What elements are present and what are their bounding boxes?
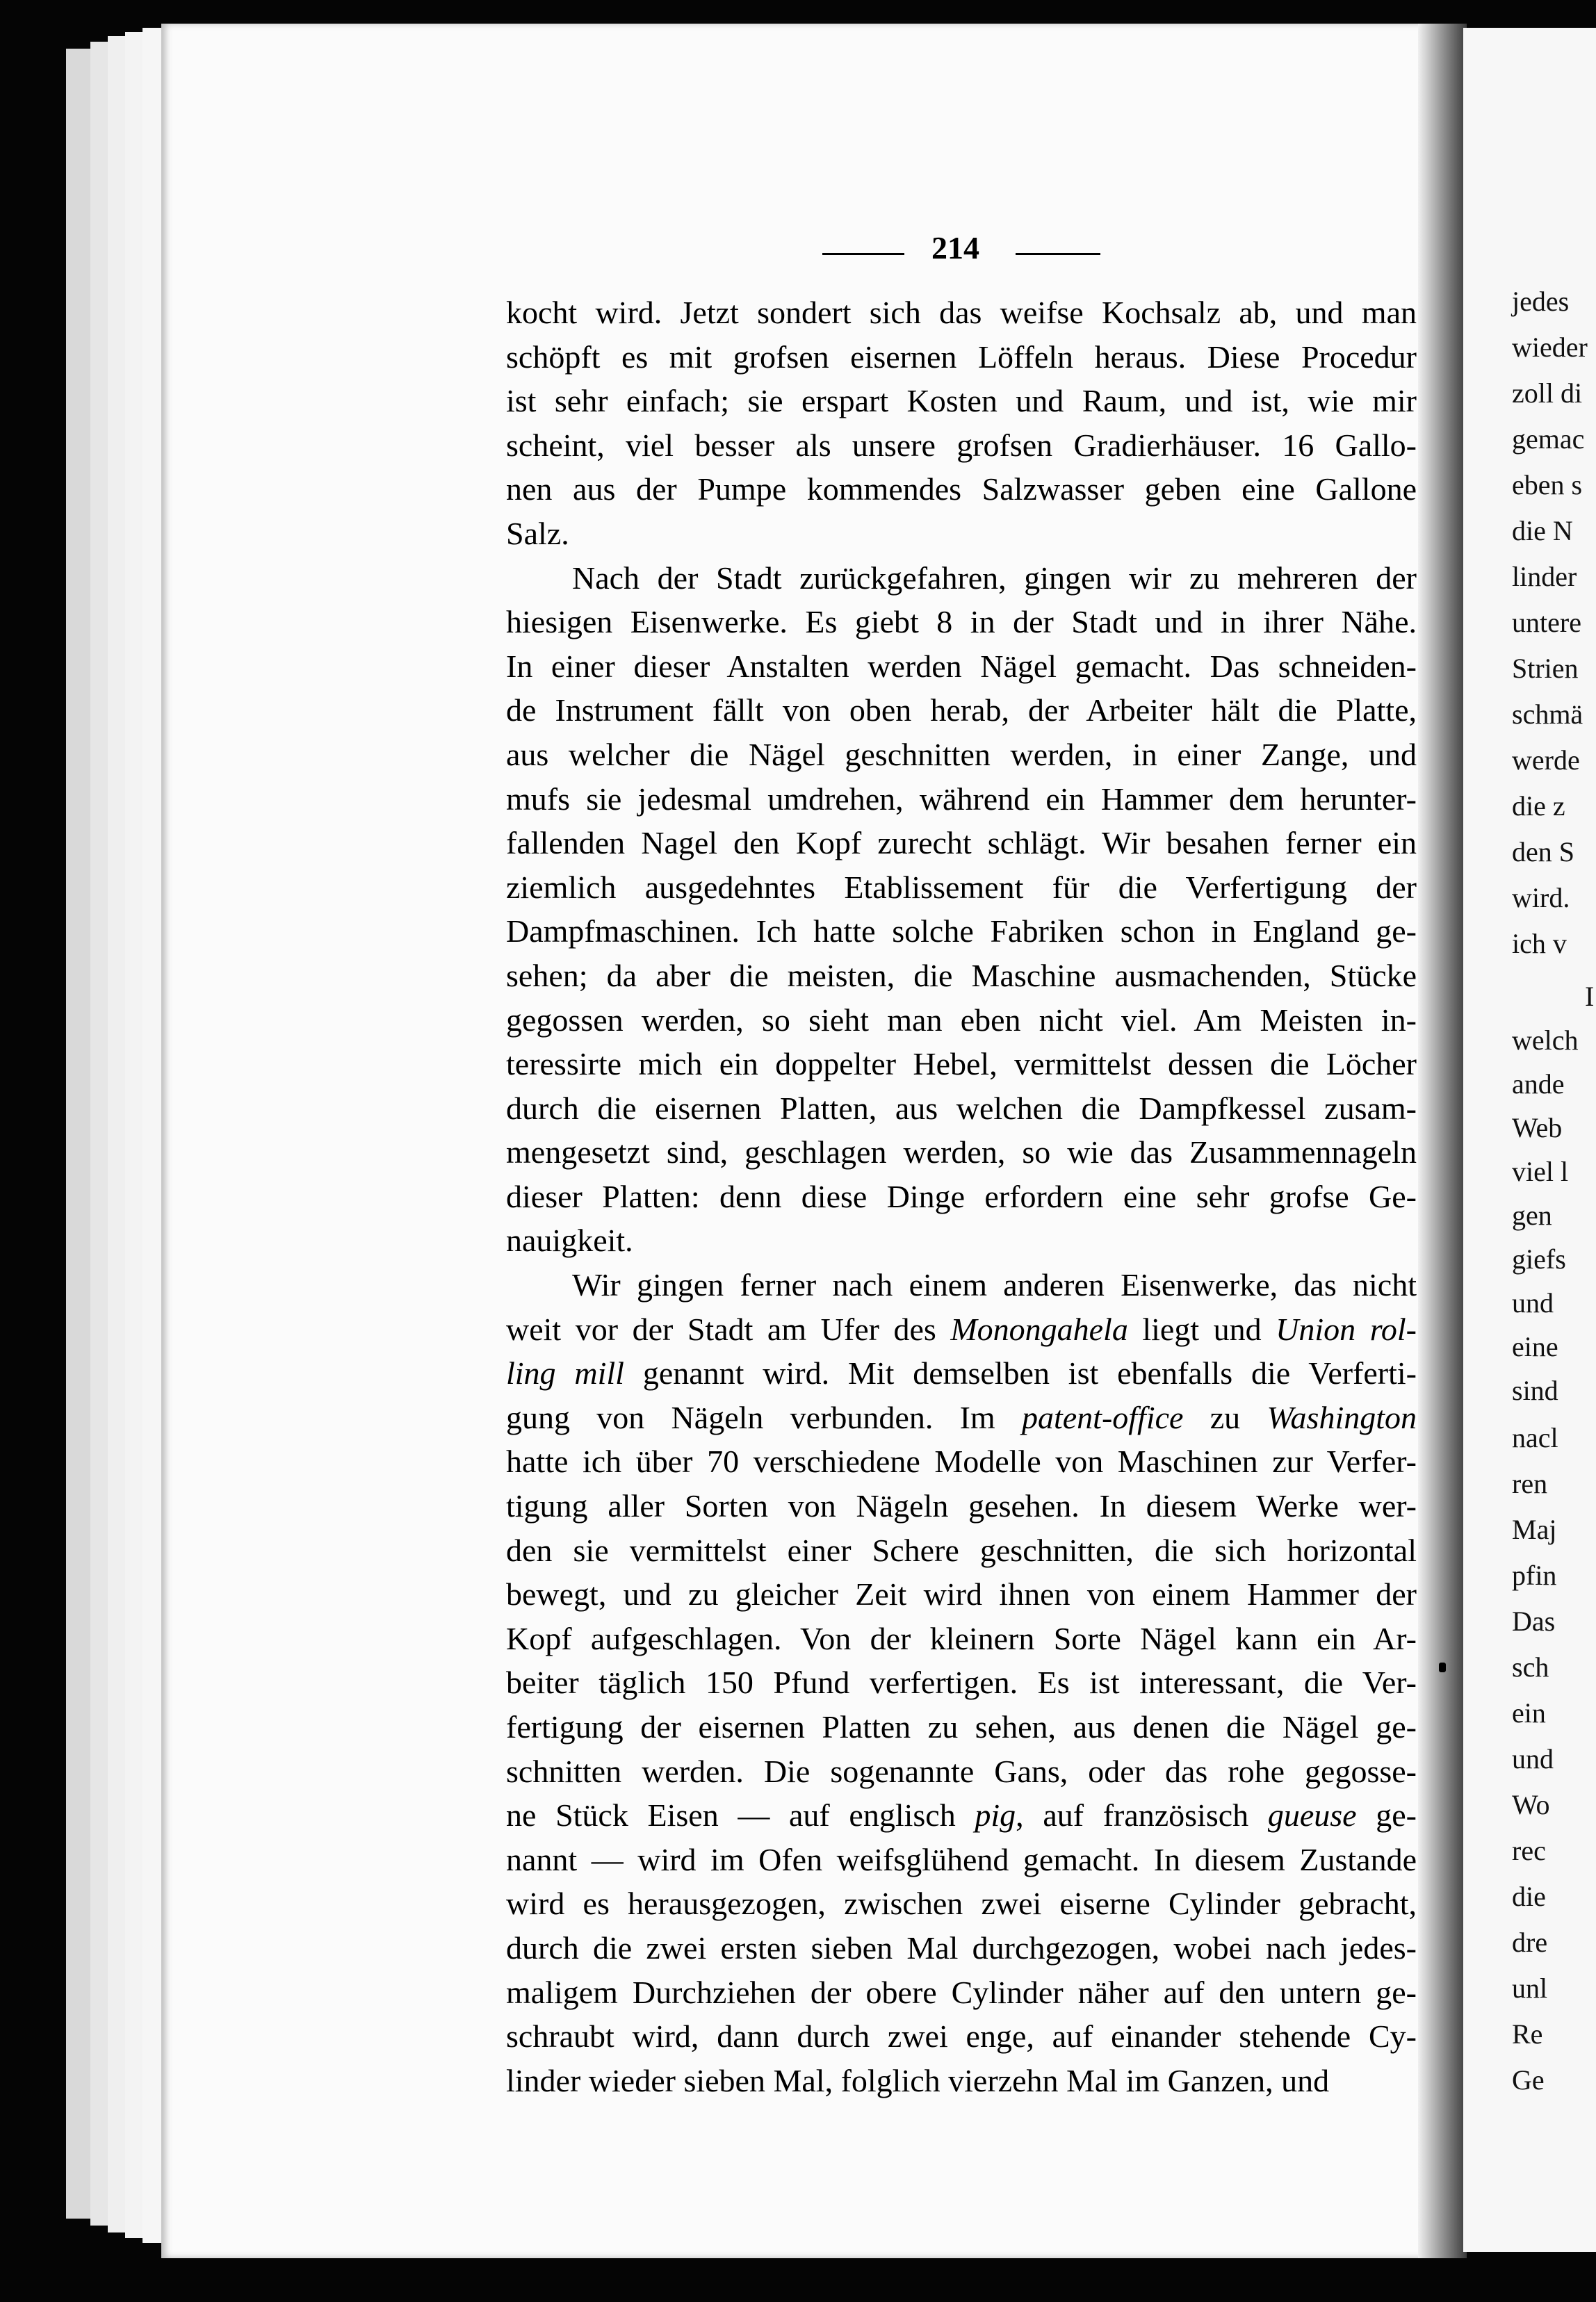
- text-line: Nach der Stadt zurückgefahren, gingen wir zu mehreren der: [572, 560, 1417, 596]
- facing-page-fragment: ren: [1512, 1468, 1548, 1499]
- text-line: nen aus der Pumpe kommendes Salzwasser geben eine Gallone: [506, 471, 1417, 507]
- facing-page-fragment: werde: [1512, 744, 1580, 776]
- facing-page-fragment: viel l: [1512, 1156, 1569, 1187]
- facing-page-fragment: eben s: [1512, 469, 1583, 500]
- facing-page-fragment: die: [1512, 1881, 1546, 1912]
- facing-page-fragment: dre: [1512, 1927, 1548, 1958]
- text-line: tigung aller Sorten von Nägeln gesehen. In diesem Werke wer-: [506, 1488, 1417, 1524]
- text-line: gung von Nägeln verbunden. Im patent-office zu Washington: [506, 1399, 1417, 1435]
- facing-page-fragment: welch: [1512, 1025, 1579, 1056]
- text-line: mengesetzt sind, geschlagen werden, so wie das Zusammennageln: [506, 1134, 1417, 1170]
- text-line: ne Stück Eisen — auf englisch pig, auf französisch gueuse ge-: [506, 1797, 1417, 1834]
- text-line: fallenden Nagel den Kopf zurecht schlägt. Wir besahen ferner ein: [506, 825, 1417, 861]
- facing-page-fragment: Ge: [1512, 2064, 1545, 2096]
- facing-page-fragment: die N: [1512, 515, 1573, 546]
- facing-page: [1463, 28, 1596, 2252]
- text-line: ziemlich ausgedehntes Etablissement für die Verfertigung der: [506, 869, 1417, 905]
- text-line: mufs sie jedesmal umdrehen, während ein Hammer dem herunter-: [506, 781, 1417, 817]
- facing-page-fragment: Maj: [1512, 1514, 1557, 1545]
- text-line: Salz.: [506, 515, 569, 551]
- text-line: weit vor der Stadt am Ufer des Monongahela liegt und Union rol-: [506, 1311, 1417, 1347]
- text-line: schnitten werden. Die sogenannte Gans, oder das rohe gegosse-: [506, 1753, 1417, 1789]
- facing-page-fragment: ein: [1512, 1697, 1546, 1729]
- text-line: kocht wird. Jetzt sondert sich das weifse Kochsalz ab, und man: [506, 295, 1417, 330]
- text-line: nannt — wird im Ofen weifsglühend gemacht. In diesem Zustande: [506, 1841, 1417, 1877]
- text-line: durch die eisernen Platten, aus welchen die Dampfkessel zusam-: [506, 1090, 1417, 1126]
- text-line: dieser Platten: denn diese Dinge erfordern eine sehr grofse Ge-: [506, 1178, 1417, 1214]
- facing-page-fragment: zoll di: [1512, 377, 1583, 409]
- text-line: maligem Durchziehen der obere Cylinder näher auf den untern ge-: [506, 1974, 1417, 2010]
- facing-page-fragment: rec: [1512, 1835, 1546, 1866]
- facing-page-fragment: Wo: [1512, 1789, 1550, 1820]
- facing-page-fragment: pfin: [1512, 1560, 1557, 1591]
- facing-page-fragment: und: [1512, 1743, 1554, 1774]
- book-gutter: [1418, 24, 1467, 2258]
- text-line: linder wieder sieben Mal, folglich vierzehn Mal im Ganzen, und: [506, 2062, 1330, 2098]
- text-line: bewegt, und zu gleicher Zeit wird ihnen von einem Hammer der: [506, 1576, 1417, 1613]
- facing-page-fragment: Strien: [1512, 653, 1579, 684]
- facing-page-fragment: Web: [1512, 1112, 1563, 1143]
- text-line: schöpft es mit grofsen eisernen Löffeln heraus. Diese Procedur: [506, 338, 1417, 375]
- text-line: Dampfmaschinen. Ich hatte solche Fabriken schon in England ge-: [506, 913, 1417, 949]
- facing-page-fragment: sch: [1512, 1651, 1549, 1683]
- text-line: In einer dieser Anstalten werden Nägel gemacht. Das schneiden-: [506, 648, 1417, 684]
- text-line: sehen; da aber die meisten, die Maschine ausmachenden, Stücke: [506, 957, 1417, 993]
- facing-page-fragment: Das: [1512, 1606, 1556, 1637]
- facing-page-fragment: gemac: [1512, 423, 1585, 455]
- text-line: ling mill genannt wird. Mit demselben ist ebenfalls die Verferti-: [506, 1355, 1417, 1391]
- text-line: den sie vermittelst einer Schere geschnitten, die sich horizontal: [506, 1532, 1417, 1568]
- facing-page-fragment: giefs: [1512, 1243, 1566, 1275]
- facing-page-fragment: schmä: [1512, 699, 1583, 730]
- text-line: schraubt wird, dann durch zwei enge, auf einander stehende Cy-: [506, 2018, 1417, 2055]
- margin-mark: [1439, 1663, 1446, 1672]
- text-line: beiter täglich 150 Pfund verfertigen. Es ist interessant, die Ver-: [506, 1665, 1417, 1701]
- facing-page-fragment: I: [1585, 981, 1595, 1012]
- facing-page-fragment: nacl: [1512, 1422, 1558, 1453]
- text-line: Wir gingen ferner nach einem anderen Eisenwerke, das nicht: [572, 1267, 1417, 1303]
- text-line: fertigung der eisernen Platten zu sehen, aus denen die Nägel ge-: [506, 1709, 1417, 1745]
- text-line: hiesigen Eisenwerke. Es giebt 8 in der Stadt und in ihrer Nähe.: [506, 604, 1417, 640]
- text-line: durch die zwei ersten sieben Mal durchgezogen, wobei nach jedes-: [506, 1929, 1417, 1966]
- text-line: ist sehr einfach; sie erspart Kosten und Raum, und ist, wie mir: [506, 383, 1417, 419]
- facing-page-fragment: sind: [1512, 1375, 1558, 1406]
- facing-page-fragment: und: [1512, 1287, 1554, 1319]
- text-line: wird es herausgezogen, zwischen zwei eiserne Cylinder gebracht,: [506, 1886, 1417, 1922]
- facing-page-fragment: linder: [1512, 561, 1577, 592]
- header-rule-right: [1016, 253, 1100, 255]
- page-number: 214: [931, 230, 979, 266]
- facing-page-fragment: untere: [1512, 607, 1581, 638]
- facing-page-fragment: die z: [1512, 790, 1565, 822]
- text-line: aus welcher die Nägel geschnitten werden, in einer Zange, und: [506, 736, 1417, 772]
- facing-page-fragment: ande: [1512, 1068, 1565, 1100]
- text-line: de Instrument fällt von oben herab, der Arbeiter hält die Platte,: [506, 692, 1417, 728]
- text-line: scheint, viel besser als unsere grofsen Gradierhäuser. 16 Gallo-: [506, 427, 1417, 463]
- facing-page-fragment: eine: [1512, 1331, 1558, 1362]
- text-line: gegossen werden, so sieht man eben nicht viel. Am Meisten in-: [506, 1002, 1417, 1038]
- facing-page-fragment: wird.: [1512, 882, 1570, 913]
- text-line: hatte ich über 70 verschiedene Modelle von Maschinen zur Verfer-: [506, 1444, 1417, 1480]
- facing-page-fragment: Re: [1512, 2018, 1543, 2050]
- facing-page-fragment: wieder: [1512, 332, 1588, 363]
- facing-page-fragment: ich v: [1512, 928, 1567, 959]
- facing-page-fragment: gen: [1512, 1200, 1552, 1231]
- facing-page-fragment: den S: [1512, 836, 1574, 867]
- facing-page-fragment: jedes: [1512, 286, 1570, 317]
- facing-page-fragment: unl: [1512, 1973, 1548, 2004]
- text-line: nauigkeit.: [506, 1223, 633, 1259]
- text-line: teressirte mich ein doppelter Hebel, vermittelst dessen die Löcher: [506, 1046, 1417, 1082]
- header-rule-left: [822, 253, 904, 255]
- text-line: Kopf aufgeschlagen. Von der kleinern Sorte Nägel kann ein Ar-: [506, 1620, 1417, 1656]
- body-text: [506, 291, 1417, 2103]
